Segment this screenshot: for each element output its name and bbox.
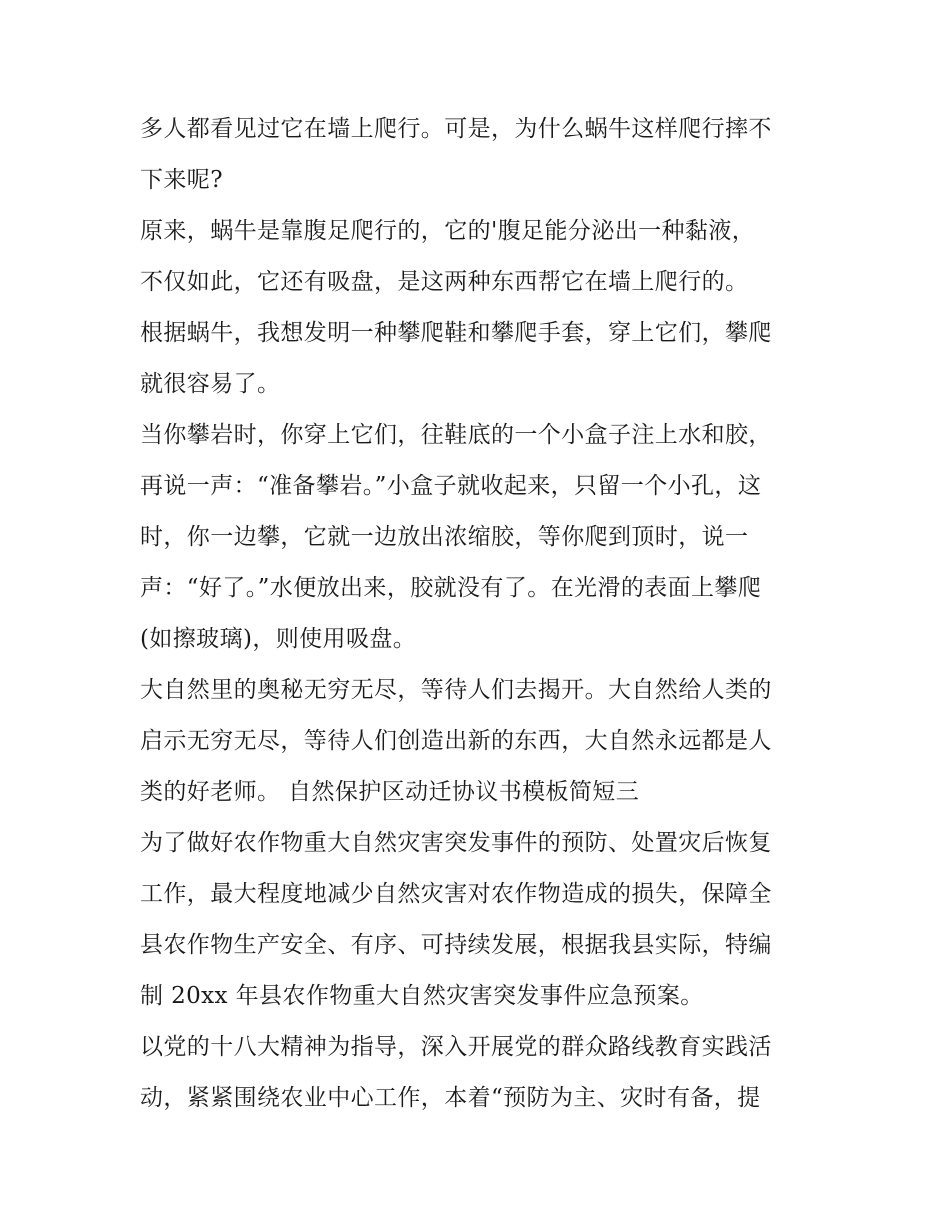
text-line: 大自然里的奥秘无穷无尽，等待人们去揭开。大自然给人类的 — [140, 677, 772, 703]
text-line: (如擦玻璃)，则使用吸盘。 — [140, 626, 417, 652]
text-line: 原来，蜗牛是靠腹足爬行的，它的'腹足能分泌出一种黏液， — [140, 218, 756, 244]
text-line: 动，紧紧围绕农业中心工作，本着“预防为主、灾时有备，提 — [140, 1085, 761, 1111]
text-line: 县农作物生产安全、有序、可持续发展，根据我县实际，特编 — [140, 932, 772, 958]
text-line: 就很容易了。 — [140, 371, 281, 397]
text-line: 再说一声：“准备攀岩。”小盒子就收起来，只留一个小孔，这 — [140, 473, 762, 499]
text-line: 时，你一边攀，它就一边放出浓缩胶，等你爬到顶时，说一 — [140, 524, 749, 550]
text-line: 工作，最大程度地减少自然灾害对农作物造成的损失，保障全 — [140, 881, 772, 907]
text-line: 下来呢? — [140, 167, 223, 193]
text-line: 当你攀岩时，你穿上它们，往鞋底的一个小盒子注上水和胶， — [140, 422, 772, 448]
text-line: 为了做好农作物重大自然灾害突发事件的预防、处置灾后恢复 — [140, 830, 772, 856]
text-line: 启示无穷无尽，等待人们创造出新的东西，大自然永远都是人 — [140, 728, 772, 754]
text-line: 不仅如此，它还有吸盘，是这两种东西帮它在墙上爬行的。 — [140, 269, 749, 295]
text-line: 类的好老师。 自然保护区动迁协议书模板简短三 — [140, 779, 640, 805]
text-line: 声：“好了。”水便放出来，胶就没有了。在光滑的表面上攀爬 — [140, 575, 762, 601]
document-body — [140, 104, 820, 1124]
text-line: 以党的十八大精神为指导，深入开展党的群众路线教育实践活 — [140, 1034, 772, 1060]
text-line: 多人都看见过它在墙上爬行。可是，为什么蜗牛这样爬行摔不 — [140, 116, 772, 142]
text-line: 制 20xx 年县农作物重大自然灾害突发事件应急预案。 — [140, 983, 704, 1009]
text-line: 根据蜗牛，我想发明一种攀爬鞋和攀爬手套，穿上它们，攀爬 — [140, 320, 772, 346]
